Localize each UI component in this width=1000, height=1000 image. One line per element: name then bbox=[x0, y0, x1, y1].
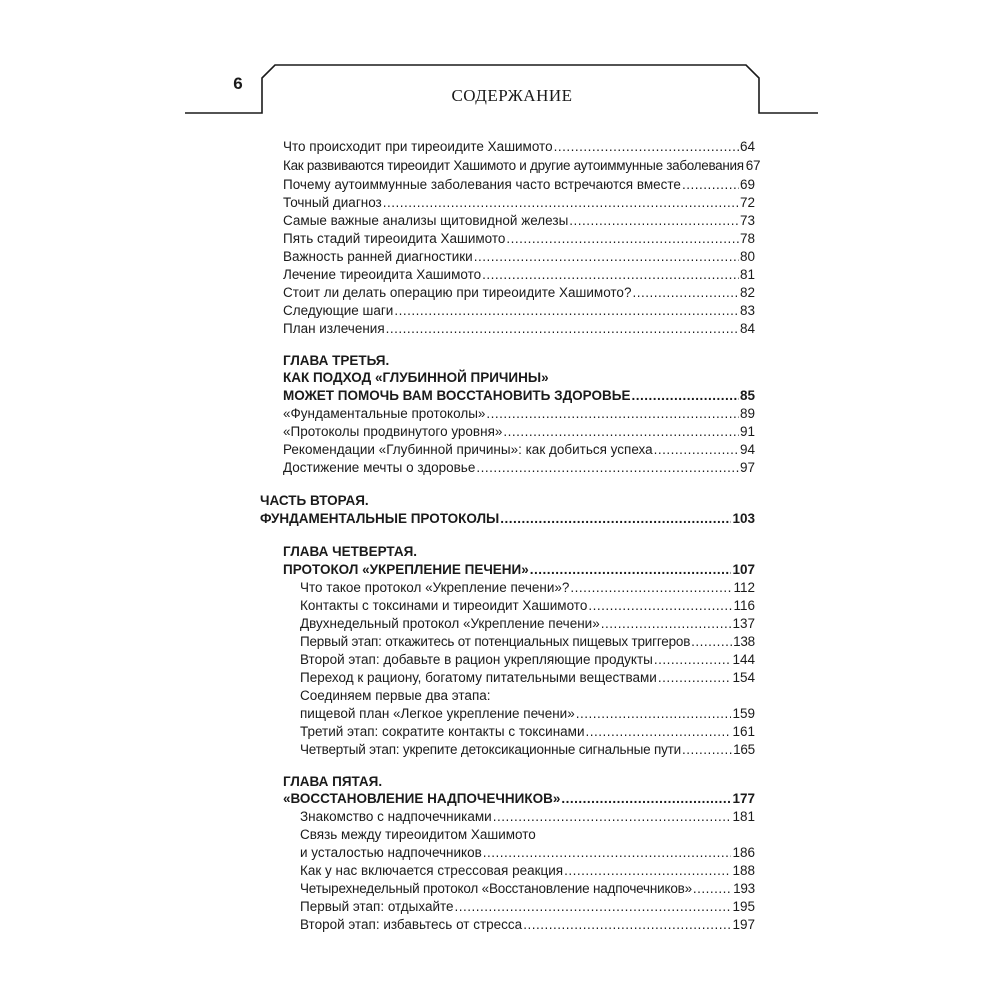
toc-entry[interactable]: и усталостью надпочечников ..... 186 bbox=[300, 844, 755, 861]
toc-page-number: 78 bbox=[739, 231, 755, 246]
dot-leader bbox=[486, 405, 739, 422]
toc-entry[interactable]: Точный диагноз ..... 72 bbox=[283, 194, 755, 211]
toc-entry[interactable]: МОЖЕТ ПОМОЧЬ ВАМ ВОССТАНОВИТЬ ЗДОРОВЬЕ ..... 85 bbox=[283, 387, 755, 404]
chapter-heading: ГЛАВА ЧЕТВЕРТАЯ. bbox=[283, 544, 418, 559]
toc-entry[interactable]: Лечение тиреоидита Хашимото ..... 81 bbox=[283, 266, 755, 283]
dot-leader bbox=[483, 844, 732, 861]
dot-leader bbox=[482, 266, 739, 283]
toc-entry[interactable]: План излечения ..... 84 bbox=[283, 320, 755, 337]
toc-entry[interactable]: Что такое протокол «Укрепление печени»? ..... 112 bbox=[300, 579, 755, 596]
toc-page-number: 193 bbox=[733, 881, 755, 896]
toc-page-number: 138 bbox=[733, 634, 755, 649]
toc-page-number: 181 bbox=[732, 809, 755, 824]
dot-leader bbox=[386, 320, 739, 337]
toc-entry[interactable]: Как у нас включается стрессовая реакция ..... 188 bbox=[300, 862, 755, 879]
toc-entry[interactable]: Стоит ли делать операцию при тиреоидите Хашимото? ..... 82 bbox=[283, 284, 755, 301]
dot-leader bbox=[588, 597, 732, 614]
dot-leader bbox=[682, 176, 739, 193]
dot-leader bbox=[654, 651, 732, 668]
toc-page-number: 112 bbox=[733, 580, 755, 595]
dot-leader bbox=[564, 862, 731, 879]
chapter-title: КАК ПОДХОД «ГЛУБИННОЙ ПРИЧИНЫ» bbox=[283, 370, 549, 385]
toc-page-number: 197 bbox=[732, 917, 755, 932]
dot-leader bbox=[554, 138, 739, 155]
toc-entry[interactable]: Что происходит при тиреоидите Хашимото ..... 64 bbox=[283, 138, 755, 155]
toc-entry[interactable]: Третий этап: сократите контакты с токсинами ..... 161 bbox=[300, 723, 755, 740]
toc-page-number: 82 bbox=[739, 285, 755, 300]
toc-page-number: 154 bbox=[732, 670, 755, 685]
toc-entry[interactable]: Пять стадий тиреоидита Хашимото ..... 78 bbox=[283, 230, 755, 247]
toc-entry-line[interactable]: Связь между тиреоидитом Хашимото bbox=[300, 827, 536, 842]
dot-leader bbox=[576, 705, 732, 722]
toc-page-number: 116 bbox=[733, 598, 755, 613]
toc-page-number: 69 bbox=[739, 177, 755, 192]
dot-leader bbox=[523, 916, 731, 933]
toc-page-number: 144 bbox=[732, 652, 755, 667]
toc-entry[interactable]: Двухнедельный протокол «Укрепление печени» ..... 137 bbox=[300, 615, 755, 632]
toc-entry[interactable]: «Протоколы продвинутого уровня» ..... 91 bbox=[283, 423, 755, 440]
toc-page-number: 103 bbox=[732, 511, 755, 526]
toc-page-number: 137 bbox=[732, 616, 755, 631]
toc-entry[interactable]: Переход к рациону, богатому питательными веществами ..... 154 bbox=[300, 669, 755, 686]
dot-leader bbox=[691, 633, 732, 650]
toc-entry[interactable]: Знакомство с надпочечниками ..... 181 bbox=[300, 808, 755, 825]
toc-entry[interactable]: Рекомендации «Глубинной причины»: как добиться успеха ..... 94 bbox=[283, 441, 755, 458]
toc-entry[interactable]: Контакты с токсинами и тиреоидит Хашимото ..... 116 bbox=[300, 597, 755, 614]
dot-leader bbox=[476, 459, 739, 476]
toc-page-number: 97 bbox=[739, 460, 755, 475]
dot-leader bbox=[530, 561, 732, 578]
toc-page-number: 83 bbox=[739, 303, 755, 318]
toc-page-number: 161 bbox=[732, 724, 755, 739]
toc-page-number: 72 bbox=[739, 195, 755, 210]
toc-page-number: 91 bbox=[739, 424, 755, 439]
dot-leader bbox=[570, 579, 732, 596]
chapter-heading: ГЛАВА ТРЕТЬЯ. bbox=[283, 353, 390, 368]
toc-page-number: 94 bbox=[739, 442, 755, 457]
toc-page-number: 177 bbox=[732, 791, 755, 806]
toc-page-number: 84 bbox=[739, 321, 755, 336]
toc-page-number: 85 bbox=[739, 388, 755, 403]
toc-page-number: 67 bbox=[745, 158, 761, 173]
toc-entry[interactable]: Самые важные анализы щитовидной железы ..... 73 bbox=[283, 212, 755, 229]
dot-leader bbox=[654, 441, 739, 458]
dot-leader bbox=[682, 741, 732, 758]
toc-page-number: 81 bbox=[739, 267, 755, 282]
dot-leader bbox=[658, 669, 732, 686]
toc-page-number: 80 bbox=[739, 249, 755, 264]
dot-leader bbox=[455, 898, 732, 915]
running-title: СОДЕРЖАНИЕ bbox=[451, 86, 573, 105]
dot-leader bbox=[631, 387, 739, 404]
toc-entry[interactable]: Второй этап: добавьте в рацион укрепляющие продукты ..... 144 bbox=[300, 651, 755, 668]
toc-page-number: 64 bbox=[739, 139, 755, 154]
toc-page-number: 165 bbox=[733, 742, 755, 757]
dot-leader bbox=[601, 615, 732, 632]
dot-leader bbox=[632, 284, 739, 301]
dot-leader bbox=[493, 808, 732, 825]
toc-entry[interactable]: пищевой план «Легкое укрепление печени» ..... 159 bbox=[300, 705, 755, 722]
toc-entry[interactable]: Достижение мечты о здоровье ..... 97 bbox=[283, 459, 755, 476]
dot-leader bbox=[586, 723, 732, 740]
toc-entry[interactable]: Первый этап: отдыхайте ..... 195 bbox=[300, 898, 755, 915]
toc-page-number: 159 bbox=[732, 706, 755, 721]
dot-leader bbox=[383, 194, 739, 211]
toc-entry[interactable]: Почему аутоиммунные заболевания часто встречаются вместе ..... 69 bbox=[283, 176, 755, 193]
toc-entry[interactable]: «Фундаментальные протоколы» ..... 89 bbox=[283, 405, 755, 422]
toc-page-number: 107 bbox=[732, 562, 755, 577]
dot-leader bbox=[506, 230, 739, 247]
toc-entry[interactable]: «ВОССТАНОВЛЕНИЕ НАДПОЧЕЧНИКОВ» ..... 177 bbox=[283, 790, 755, 807]
toc-entry[interactable]: ПРОТОКОЛ «УКРЕПЛЕНИЕ ПЕЧЕНИ» ..... 107 bbox=[283, 561, 755, 578]
toc-entry[interactable]: Как развиваются тиреоидит Хашимото и другие аутоиммунные заболевания 67 bbox=[283, 158, 761, 173]
toc-entry[interactable]: Второй этап: избавьтесь от стресса ..... 197 bbox=[300, 916, 755, 933]
page-number: 6 bbox=[233, 74, 243, 93]
dot-leader bbox=[693, 880, 732, 897]
toc-entry[interactable]: Важность ранней диагностики ..... 80 bbox=[283, 248, 755, 265]
chapter-heading: ГЛАВА ПЯТАЯ. bbox=[283, 774, 383, 789]
toc-entry[interactable]: ФУНДАМЕНТАЛЬНЫЕ ПРОТОКОЛЫ ..... 103 bbox=[260, 510, 755, 527]
dot-leader bbox=[503, 423, 739, 440]
toc-entry[interactable]: Следующие шаги ..... 83 bbox=[283, 302, 755, 319]
toc-entry[interactable]: Четвертый этап: укрепите детоксикационные сигнальные пути ..... 165 bbox=[300, 741, 755, 758]
part-heading: ЧАСТЬ ВТОРАЯ. bbox=[260, 493, 369, 508]
toc-page-number: 188 bbox=[732, 863, 755, 878]
dot-leader bbox=[500, 510, 731, 527]
toc-page-number: 186 bbox=[732, 845, 755, 860]
dot-leader bbox=[569, 212, 739, 229]
toc-page-number: 195 bbox=[732, 899, 755, 914]
toc-page-number: 73 bbox=[739, 213, 755, 228]
toc-entry-line[interactable]: Соединяем первые два этапа: bbox=[300, 688, 491, 703]
dot-leader bbox=[474, 248, 739, 265]
dot-leader bbox=[561, 790, 731, 807]
toc-entry[interactable]: Первый этап: откажитесь от потенциальных пищевых триггеров ..... 138 bbox=[300, 633, 755, 650]
toc-page-number: 89 bbox=[739, 406, 755, 421]
toc-entry[interactable]: Четырехнедельный протокол «Восстановление надпочечников» ..... 193 bbox=[300, 880, 755, 897]
dot-leader bbox=[394, 302, 739, 319]
